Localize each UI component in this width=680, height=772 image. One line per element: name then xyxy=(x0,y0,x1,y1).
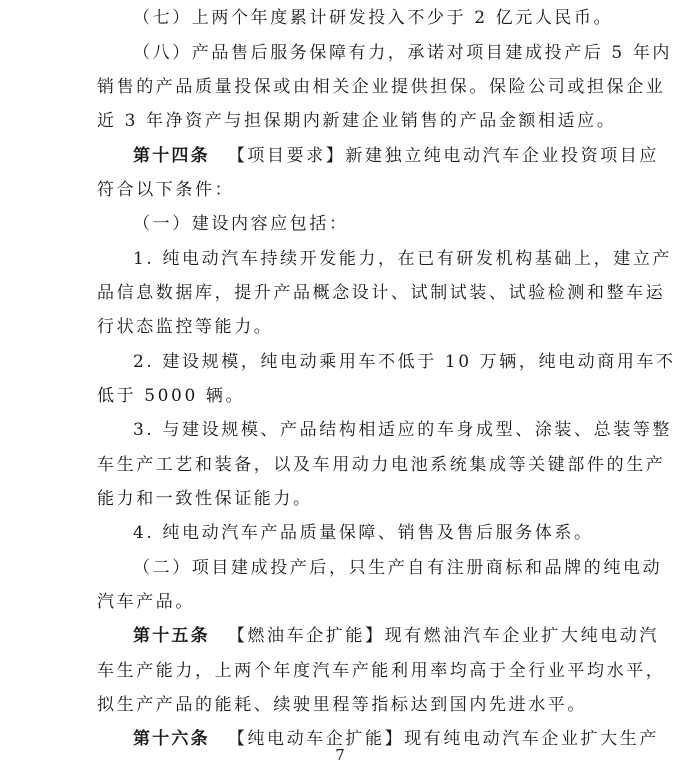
text-line: 销售的产品质量投保或由相关企业提供担保。保险公司或担保企业 xyxy=(97,77,666,97)
text-line: 3. 与建设规模、产品结构相适应的车身成型、涂装、总装等整 xyxy=(133,420,673,440)
text-line: 2. 建设规模，纯电动乘用车不低于 10 万辆，纯电动商用车不 xyxy=(133,352,676,372)
text-line: 4. 纯电动汽车产品质量保障、销售及售后服务体系。 xyxy=(133,523,594,543)
text-line: （八）产品售后服务保障有力，承诺对项目建成投产后 5 年内 xyxy=(133,43,673,63)
article-heading: 第十五条 xyxy=(133,626,210,646)
article-text: 【燃油车企扩能】现有燃油汽车企业扩大纯电动汽 xyxy=(227,626,660,646)
article-heading: 第十六条 xyxy=(133,729,210,749)
text-line: 近 3 年净资产与担保期内新建企业销售的产品金额相适应。 xyxy=(97,111,617,131)
text-line: 1. 纯电动汽车持续开发能力，在已有研发机构基础上，建立产 xyxy=(133,249,673,269)
text-line: 车生产能力，上两个年度汽车产能利用率均高于全行业平均水平， xyxy=(97,661,666,681)
article-heading: 第十四条 xyxy=(133,146,210,166)
text-line: （二）项目建成投产后，只生产自有注册商标和品牌的纯电动 xyxy=(133,558,663,578)
text-line: （一）建设内容应包括： xyxy=(133,214,349,234)
text-line: 品信息数据库，提升产品概念设计、试制试装、试验检测和整车运 xyxy=(97,283,666,303)
text-line: 能力和一致性保证能力。 xyxy=(97,489,313,509)
text-line: 行状态监控等能力。 xyxy=(97,317,274,337)
text-line: 拟生产产品的能耗、续驶里程等指标达到国内先进水平。 xyxy=(97,695,587,715)
page-number: 7 xyxy=(335,746,345,764)
article-line xyxy=(133,145,659,167)
text-line: 车生产工艺和装备，以及车用动力电池系统集成等关键部件的生产 xyxy=(97,455,666,475)
article-text: 【纯电动车企扩能】现有纯电动汽车企业扩大生产 xyxy=(227,729,660,749)
text-line: （七）上两个年度累计研发投入不少于 2 亿元人民币。 xyxy=(133,8,614,28)
text-line: 低于 5000 辆。 xyxy=(97,386,246,406)
article-text: 【项目要求】新建独立纯电动汽车企业投资项目应 xyxy=(227,146,660,166)
text-line: 汽车产品。 xyxy=(97,592,195,612)
text-line: 符合以下条件： xyxy=(97,180,235,200)
article-line xyxy=(133,625,659,647)
